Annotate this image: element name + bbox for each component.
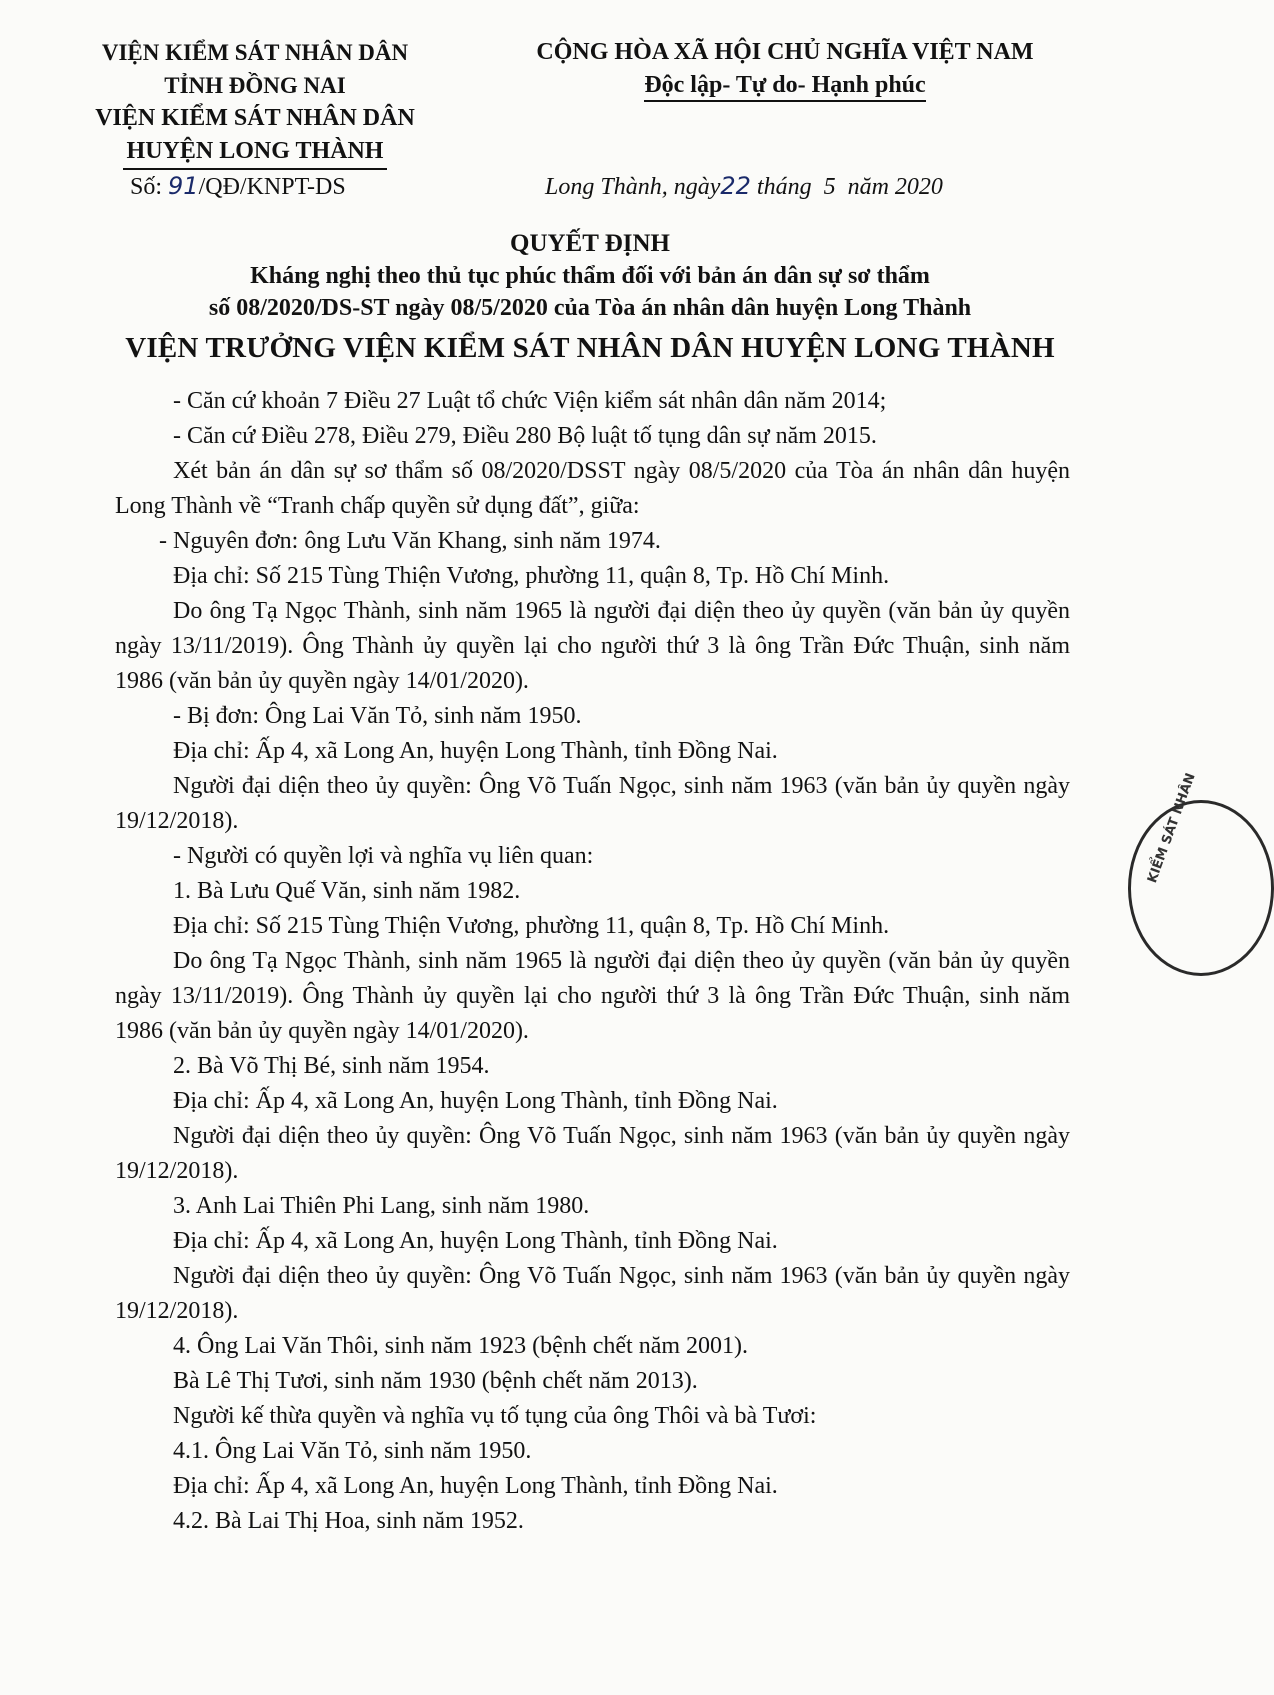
body-paragraph: - Bị đơn: Ông Lai Văn Tỏ, sinh năm 1950. [173,703,582,729]
body-paragraph: - Nguyên đơn: ông Lưu Văn Khang, sinh năm 1974. [159,528,661,554]
body-paragraph: Địa chỉ: Số 215 Tùng Thiện Vương, phường 11, quận 8, Tp. Hồ Chí Minh. [173,913,890,939]
document-number-label: Số: [130,174,163,200]
body-paragraph: Do ông Tạ Ngọc Thành, sinh năm 1965 là người đại diện theo ủy quyền (văn bản ủy quyền ngày 13/11/2019). Ông Thành ủy quyền lại cho người thứ 3 là ông Trần Đức Thuận, sinh năm 1986 (văn bản ủy quyền ngày 14/01/2020). [115,948,1070,1044]
official-seal-text: KIỂM SÁT NHÂN [1145,771,1199,886]
body-paragraph: Người đại diện theo ủy quyền: Ông Võ Tuấn Ngọc, sinh năm 1963 (văn bản ủy quyền ngày 19/12/2018). [115,1123,1070,1184]
national-header [505,36,1065,102]
document-number [130,172,346,201]
document-date [545,172,943,201]
body-paragraph: 1. Bà Lưu Quế Văn, sinh năm 1982. [173,878,521,904]
document-body [115,384,1070,1539]
body-paragraph: Người đại diện theo ủy quyền: Ông Võ Tuấn Ngọc, sinh năm 1963 (văn bản ủy quyền ngày 19/12/2018). [115,1263,1070,1324]
body-paragraph: Do ông Tạ Ngọc Thành, sinh năm 1965 là người đại diện theo ủy quyền (văn bản ủy quyền ngày 13/11/2019). Ông Thành ủy quyền lại cho người thứ 3 là ông Trần Đức Thuận, sinh năm 1986 (văn bản ủy quyền ngày 14/01/2020). [115,598,1070,694]
body-paragraph: - Căn cứ khoản 7 Điều 27 Luật tổ chức Viện kiểm sát nhân dân năm 2014; [173,388,887,414]
date-day: 22 [720,172,751,200]
body-paragraph: 2. Bà Võ Thị Bé, sinh năm 1954. [173,1053,490,1079]
body-paragraph: Bà Lê Thị Tươi, sinh năm 1930 (bệnh chết năm 2013). [173,1368,698,1394]
body-paragraph: - Căn cứ Điều 278, Điều 279, Điều 280 Bộ luật tố tụng dân sự năm 2015. [173,423,877,449]
body-paragraph: Địa chỉ: Số 215 Tùng Thiện Vương, phường 11, quận 8, Tp. Hồ Chí Minh. [173,563,890,589]
decision-subject-line-2: số 08/2020/DS-ST ngày 08/5/2020 của Tòa án nhân dân huyện Long Thành [208,295,972,321]
body-paragraph: Địa chỉ: Ấp 4, xã Long An, huyện Long Thành, tỉnh Đồng Nai. [173,1088,778,1114]
body-paragraph: 3. Anh Lai Thiên Phi Lang, sinh năm 1980. [173,1193,590,1219]
body-paragraph: Người đại diện theo ủy quyền: Ông Võ Tuấn Ngọc, sinh năm 1963 (văn bản ủy quyền ngày 19/12/2018). [115,773,1070,834]
body-paragraph: Địa chỉ: Ấp 4, xã Long An, huyện Long Thành, tỉnh Đồng Nai. [173,738,778,764]
official-seal [1128,800,1274,976]
decision-subject-line-1: Kháng nghị theo thủ tục phúc thẩm đối với bản án dân sự sơ thẩm [250,263,930,289]
issuer-title: VIỆN TRƯỞNG VIỆN KIỂM SÁT NHÂN DÂN HUYỆN LONG THÀNH [125,332,1055,364]
body-paragraph: Người kế thừa quyền và nghĩa vụ tố tụng của ông Thôi và bà Tươi: [173,1403,817,1429]
body-paragraph: 4. Ông Lai Văn Thôi, sinh năm 1923 (bệnh chết năm 2001). [173,1333,749,1359]
document-number-value: 91 [168,172,199,200]
body-paragraph: - Người có quyền lợi và nghĩa vụ liên quan: [173,843,594,869]
date-place: Long Thành, ngày [545,174,721,200]
decision-heading: QUYẾT ĐỊNH [510,230,670,257]
body-paragraph: 4.1. Ông Lai Văn Tỏ, sinh năm 1950. [173,1438,532,1464]
decision-title [100,228,1080,370]
agency-line-3: VIỆN KIỂM SÁT NHÂN DÂN [95,105,415,131]
agency-line-1: VIỆN KIỂM SÁT NHÂN DÂN [101,40,409,65]
body-paragraph: Xét bản án dân sự sơ thẩm số 08/2020/DSST ngày 08/5/2020 của Tòa án nhân dân huyện Long Thành về “Tranh chấp quyền sử dụng đất”, giữa: [115,458,1070,519]
date-year: năm 2020 [847,174,943,200]
date-month-label: tháng [756,174,812,200]
agency-line-4: HUYỆN LONG THÀNH [123,135,388,170]
agency-line-2: TỈNH ĐỒNG NAI [164,73,346,98]
document-number-code: /QĐ/KNPT-DS [198,174,346,200]
body-paragraph: 4.2. Bà Lai Thị Hoa, sinh năm 1952. [173,1508,524,1534]
body-paragraph: Địa chỉ: Ấp 4, xã Long An, huyện Long Thành, tỉnh Đồng Nai. [173,1228,778,1254]
national-motto: Độc lập- Tự do- Hạnh phúc [644,70,925,102]
agency-header [70,36,440,170]
national-title: CỘNG HÒA XÃ HỘI CHỦ NGHĨA VIỆT NAM [536,39,1034,65]
date-month: 5 [823,174,836,200]
body-paragraph: Địa chỉ: Ấp 4, xã Long An, huyện Long Thành, tỉnh Đồng Nai. [173,1473,778,1499]
